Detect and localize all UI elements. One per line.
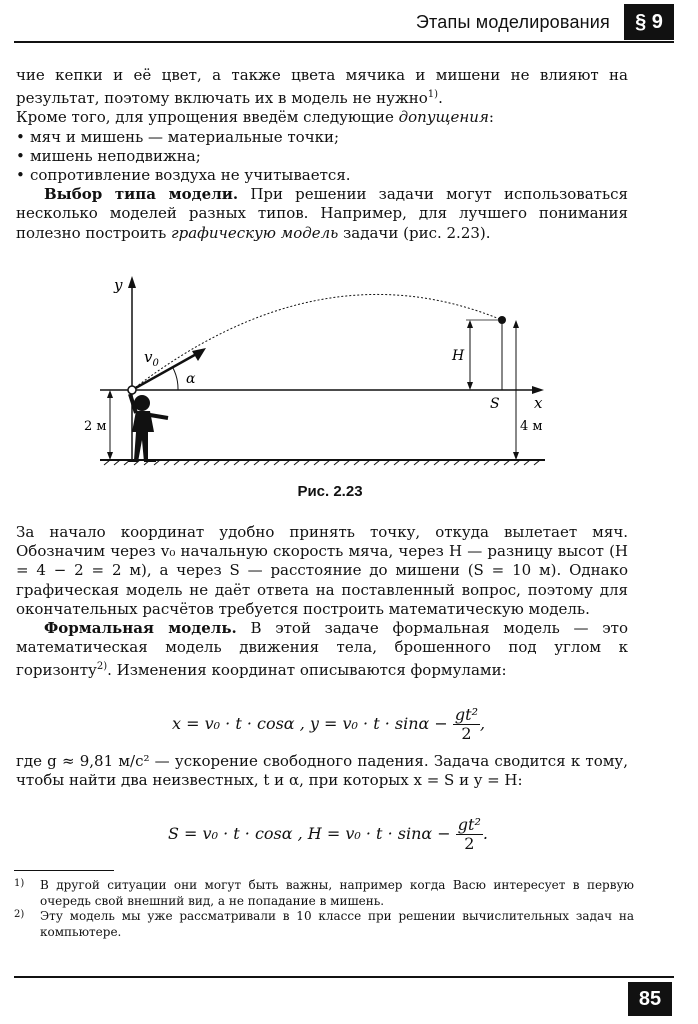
thrower-figure [128, 394, 168, 462]
paragraph-4: За начало координат удобно принять точку, откуда вылетает мяч. Обозначим через v₀ начальную скорость мяча, через H — разницу высот (H = 4 − 2 = 2 м), а через S — расстояние до мишени (S = 10 м). Однако графическая модель не даёт ответа на поставленный вопрос, поэтому для окончательных расчётов требуется построить математическую модель. [16, 523, 628, 618]
height-left-label: 2 м [84, 419, 107, 434]
fraction: $\frac{\text{gt²}}{2}$ [457, 815, 481, 853]
fraction: $\frac{\text{gt²}}{2}$ [454, 705, 478, 743]
assumptions-list [16, 128, 628, 186]
angle-label: α [186, 371, 196, 387]
velocity-label: $v_0$ [144, 348, 159, 369]
y-axis-arrow [128, 276, 136, 288]
footnote-ref-1: 1) [427, 89, 439, 101]
formula-coordinates: x = v₀ · t · cosα , y = v₀ · t · sinα − $\frac{\text{gt²}}{2}$ , [172, 705, 486, 743]
h-label: H [452, 348, 465, 364]
y-axis-label: y [114, 276, 123, 294]
list-item: • сопротивление воздуха не учитывается. [16, 166, 628, 185]
formula-system: S = v₀ · t · cosα , H = v₀ · t · sinα − $\frac{\text{gt²}}{2}$ . [168, 815, 488, 853]
formal-model-heading: Формальная модель. [44, 619, 237, 638]
header-rule [14, 41, 674, 43]
angle-arc [173, 368, 178, 390]
s-label: S [490, 396, 500, 412]
paragraph-5: Формальная модель. В этой задаче формальная модель — это математическая модель движения тела, брошенного под углом к горизонту$^{2)}$. Изменения координат описываются формулами: [16, 619, 628, 680]
footnotes [14, 878, 634, 940]
text-block-top [16, 66, 628, 243]
list-item: • мяч и мишень — материальные точки; [16, 128, 628, 147]
paragraph-6: где g ≈ 9,81 м/с² — ускорение свободного падения. Задача сводится к тому, чтобы найти два неизвестных, t и α, при которых x = S и y = H: [16, 752, 628, 790]
velocity-arrowhead [192, 348, 206, 361]
model-type-heading: Выбор типа модели. [44, 185, 239, 204]
running-header-title: Этапы моделирования [415, 12, 610, 32]
graphic-model-term: графическую модель [171, 223, 339, 242]
ball [128, 386, 136, 394]
x-axis-arrow [532, 386, 544, 394]
page-number: 85 [628, 982, 672, 1016]
footnote-1: 1) В другой ситуации они могут быть важны, например когда Васю интересует в первую очередь свой внешний вид, а не попадание в мишень. [14, 878, 634, 908]
paragraph-1: чие кепки и её цвет, а также цвета мячика и мишени не влияют на результат, поэтому включать их в модель не нужно$^{1)}$. [16, 66, 628, 108]
footer-rule [14, 976, 674, 978]
figure-2-23 [84, 270, 570, 470]
footnote-2: 2) Эту модель мы уже рассматривали в 10 классе при решении вычислительных задач на компьютере. [14, 909, 634, 939]
footnote-ref-2: 2) [96, 661, 108, 673]
footnote-rule [14, 870, 114, 871]
section-badge: § 9 [624, 4, 674, 40]
figure-caption: Рис. 2.23 [297, 483, 363, 500]
height-right-label: 4 м [520, 419, 543, 434]
paragraph-3: Выбор типа модели. При решении задачи могут использоваться несколько моделей разных типов. Например, для лучшего понимания полезно построить графическую модель задачи (рис. 2.23). [16, 185, 628, 242]
assumptions-term: допущения [398, 108, 489, 127]
text-block-lower [16, 752, 628, 790]
list-item: • мишень неподвижна; [16, 147, 628, 166]
paragraph-2: Кроме того, для упрощения введём следующие допущения: [16, 108, 494, 127]
x-axis-label: x [534, 394, 543, 412]
text-block-middle [16, 523, 628, 681]
